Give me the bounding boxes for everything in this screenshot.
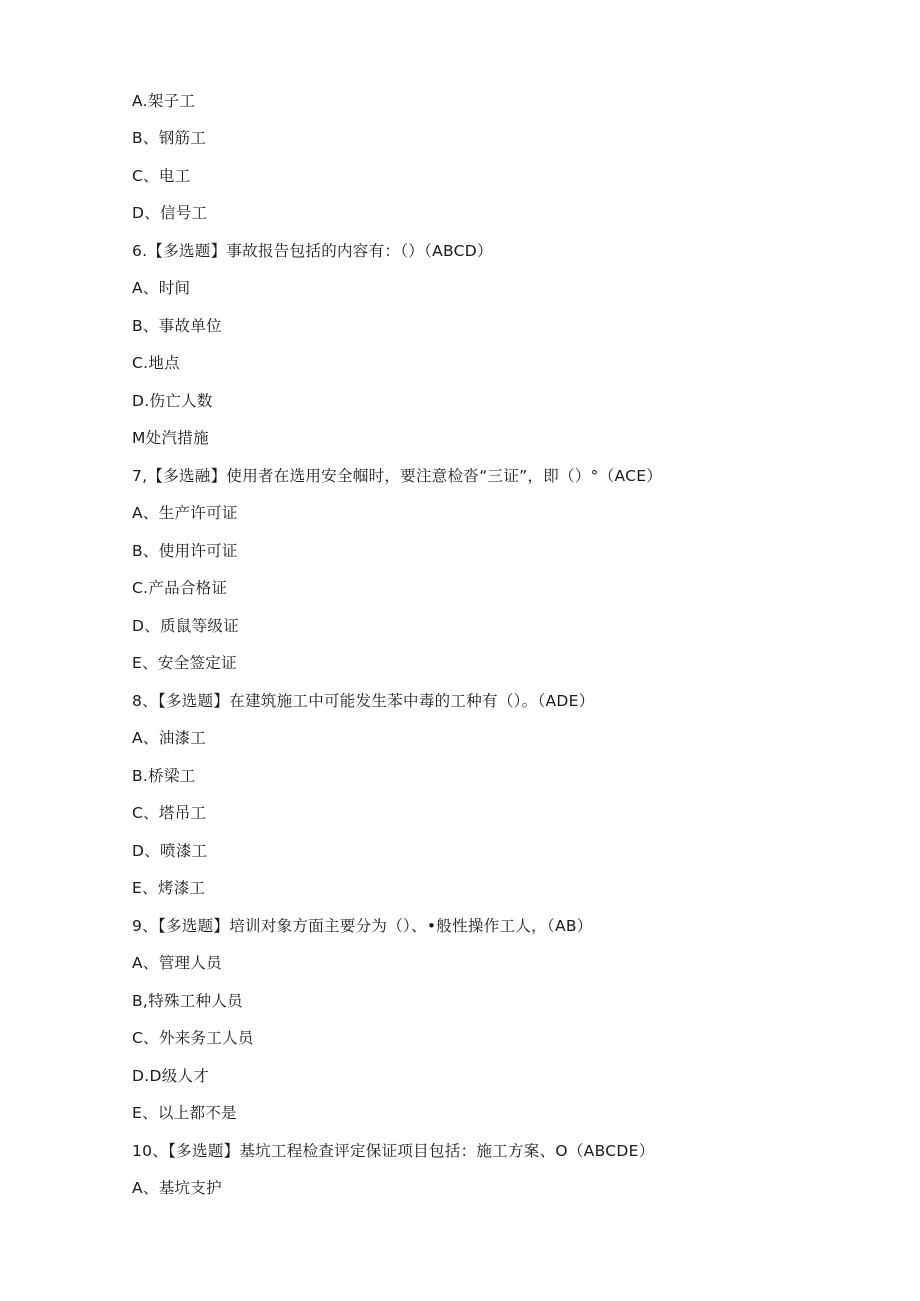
option-line: A、时间 xyxy=(132,279,191,297)
option-line: E、安全签定证 xyxy=(132,654,237,672)
option-line: B、事故单位 xyxy=(132,317,222,335)
option-line: E、以上都不是 xyxy=(132,1104,237,1122)
option-line: C.地点 xyxy=(132,354,180,372)
option-line: M处汽措施 xyxy=(132,429,209,447)
option-line: C、电工 xyxy=(132,167,191,185)
option-line: B,特殊工种人员 xyxy=(132,992,243,1010)
option-line: D、喷漆工 xyxy=(132,842,208,860)
question-line: 10、【多选题】基坑工程检查评定保证项目包括：施工方案、O（ABCDE） xyxy=(132,1142,655,1160)
option-line: D.伤亡人数 xyxy=(132,392,213,410)
option-line: B、使用许可证 xyxy=(132,542,238,560)
option-line: A.架子工 xyxy=(132,92,196,110)
option-line: E、烤漆工 xyxy=(132,879,206,897)
option-line: B、钢筋工 xyxy=(132,129,207,147)
option-line: C、塔吊工 xyxy=(132,804,207,822)
option-line: C、外来务工人员 xyxy=(132,1029,254,1047)
question-line: 8、【多选题】在建筑施工中可能发生苯中毒的工种有（）。（ADE） xyxy=(132,692,595,710)
option-line: D.D级人才 xyxy=(132,1067,210,1085)
option-line: D、质鼠等级证 xyxy=(132,617,240,635)
option-line: A、生产许可证 xyxy=(132,504,238,522)
question-line: 6.【多选题】事故报告包括的内容有：（）（ABCD） xyxy=(132,242,493,260)
option-line: B.桥梁工 xyxy=(132,767,196,785)
option-line: A、油漆工 xyxy=(132,729,207,747)
option-line: D、信号工 xyxy=(132,204,208,222)
question-line: 7,【多选融】使用者在选用安全帼时，要注意检沓“三证”，即（）°（ACE） xyxy=(132,467,663,485)
option-line: A、管理人员 xyxy=(132,954,222,972)
option-line: A、基坑支护 xyxy=(132,1179,222,1197)
option-line: C.产品合格证 xyxy=(132,579,228,597)
question-line: 9、【多选题】培训对象方面主要分为（）、•般性操作工人，（AB） xyxy=(132,917,593,935)
